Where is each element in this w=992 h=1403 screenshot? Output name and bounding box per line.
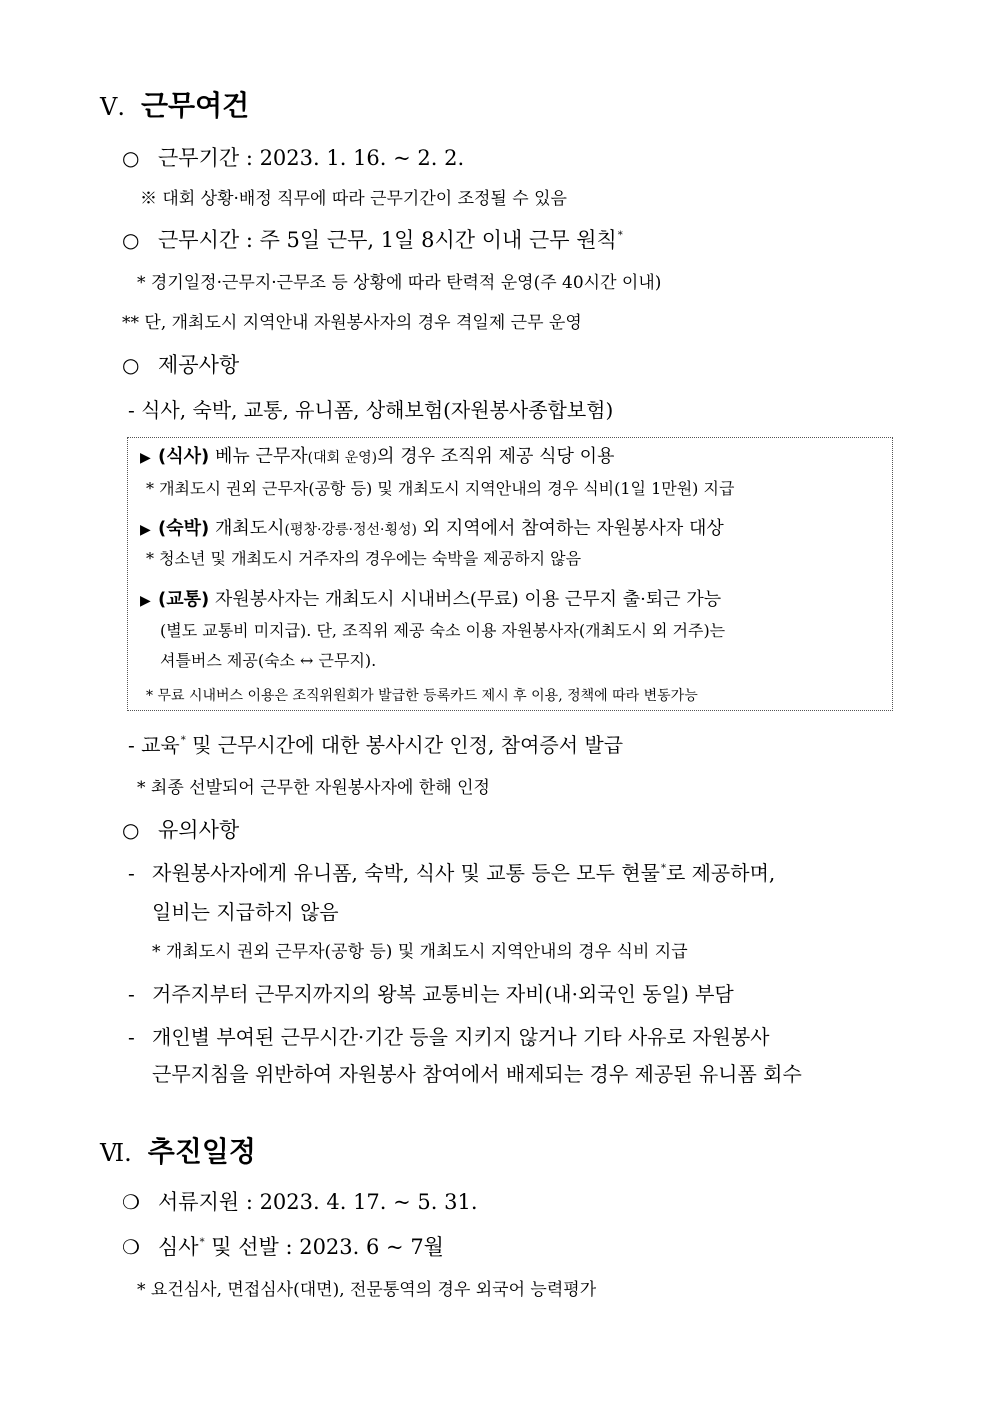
box-trans-line-3: 셔틀버스 제공(숙소 ↔ 근무지).	[160, 651, 377, 670]
triangle-right-icon: ▶	[140, 522, 151, 538]
caution-label: 유의사항	[158, 818, 240, 842]
provided-items: - 식사, 숙박, 교통, 유니폼, 상해보험(자원봉사종합보험)	[128, 398, 614, 422]
lodge-text-rest: 외 지역에서 참여하는 자원봉사자 대상	[416, 518, 724, 539]
lodge-text: 개최도시	[209, 518, 285, 539]
bullet-review	[122, 1237, 444, 1258]
shadowed-circle-bullet-icon: ❍	[122, 1190, 140, 1214]
box-meal-line	[140, 448, 614, 466]
bullet-provided	[122, 355, 239, 376]
section-5-heading	[100, 89, 250, 122]
caution-item-2: - 거주지부터 근무지까지의 왕복 교통비는 자비(내·외국인 동일) 부담	[128, 982, 734, 1006]
section-title: 근무여건	[140, 89, 250, 122]
edu-label: - 교육	[128, 733, 180, 757]
caution-item-1-cont: 일비는 지급하지 않음	[152, 900, 339, 924]
box-trans-line-2: (별도 교통비 미지급). 단, 조직위 제공 숙소 이용 자원봉사자(개최도시 외 거주)는	[160, 621, 726, 640]
caution-item-2-text: 거주지부터 근무지까지의 왕복 교통비는 자비(내·외국인 동일) 부담	[152, 982, 734, 1006]
box-trans-line	[140, 591, 721, 609]
caution-item-3-cont: 근무지침을 위반하여 자원봉사 참여에서 배제되는 경우 제공된 유니폼 회수	[152, 1062, 802, 1086]
box-lodge-line	[140, 520, 724, 538]
bullet-period	[122, 148, 464, 169]
edu-text: 및 근무시간에 대한 봉사시간 인정, 참여증서 발급	[185, 733, 624, 757]
caution-item-1-note: * 개최도시 권외 근무자(공항 등) 및 개최도시 지역안내의 경우 식비 지급	[152, 942, 688, 962]
meal-text-small: (대회 운영)	[307, 450, 378, 466]
triangle-right-icon: ▶	[140, 450, 151, 466]
edu-note: * 최종 선발되어 근무한 자원봉사자에 한해 인정	[137, 778, 490, 798]
caution-item-3: - 개인별 부여된 근무시간·기간 등을 지키지 않거나 기타 사유로 자원봉사	[128, 1025, 770, 1049]
box-meal-note: * 개최도시 권외 근무자(공항 등) 및 개최도시 지역안내의 경우 식비(1일 1만원) 지급	[146, 479, 735, 498]
lodge-heading: (숙박)	[158, 518, 210, 539]
section-number: Ⅴ.	[100, 93, 125, 121]
section-title: 추진일정	[147, 1135, 256, 1168]
apply-label: 서류지원 : 2023. 4. 17. ~ 5. 31.	[158, 1190, 478, 1214]
caution-item-3-text: 개인별 부여된 근무시간·기간 등을 지키지 않거나 기타 사유로 자원봉사	[152, 1025, 770, 1049]
bullet-apply	[122, 1192, 478, 1213]
meal-text-rest: 의 경우 조직위 제공 식당 이용	[377, 446, 615, 467]
bullet-hours	[122, 230, 623, 251]
footnote-star: *	[199, 1237, 205, 1248]
trans-heading: (교통)	[158, 589, 210, 610]
meal-text: 베뉴 근무자	[209, 446, 308, 467]
footnote-star: *	[180, 735, 186, 746]
hours-note-1: * 경기일정·근무지·근무조 등 상황에 따라 탄력적 운영(주 40시간 이내)	[137, 273, 662, 293]
shadowed-circle-bullet-icon: ❍	[122, 1235, 140, 1259]
edu-line	[128, 735, 623, 755]
section-number: Ⅵ.	[100, 1139, 132, 1167]
lodge-text-small: (평창·강릉·정선·횡성)	[284, 522, 417, 538]
hollow-circle-bullet-icon: ○	[122, 228, 140, 252]
triangle-right-icon: ▶	[140, 593, 151, 609]
caution-item-1-text-rest: 로 제공하며,	[665, 861, 776, 885]
trans-text: 자원봉사자는 개최도시 시내버스(무료) 이용 근무지 출·퇴근 가능	[209, 589, 722, 610]
provided-label: 제공사항	[158, 353, 240, 377]
review-text: 및 선발 : 2023. 6 ~ 7월	[204, 1235, 444, 1259]
period-note: ※ 대회 상황·배정 직무에 따라 근무기간이 조정될 수 있음	[140, 189, 567, 209]
caution-item-1: - 자원봉사자에게 유니폼, 숙박, 식사 및 교통 등은 모두 현물*로 제공하며,	[128, 861, 776, 885]
hollow-circle-bullet-icon: ○	[122, 818, 140, 842]
meal-heading: (식사)	[158, 446, 210, 467]
bullet-caution	[122, 820, 239, 841]
period-label: 근무기간 : 2023. 1. 16. ~ 2. 2.	[158, 146, 465, 170]
hollow-circle-bullet-icon: ○	[122, 146, 140, 170]
hollow-circle-bullet-icon: ○	[122, 353, 140, 377]
review-label: 심사	[158, 1235, 199, 1259]
review-note: * 요건심사, 면접심사(대면), 전문통역의 경우 외국어 능력평가	[137, 1280, 597, 1300]
caution-item-1-text: 자원봉사자에게 유니폼, 숙박, 식사 및 교통 등은 모두 현물	[152, 861, 660, 885]
box-lodge-note: * 청소년 및 개최도시 거주자의 경우에는 숙박을 제공하지 않음	[146, 549, 582, 568]
section-6-heading	[100, 1135, 256, 1168]
footnote-star: *	[660, 863, 666, 874]
footnote-star: *	[617, 230, 623, 241]
box-trans-note: * 무료 시내버스 이용은 조직위원회가 발급한 등록카드 제시 후 이용, 정책에 따라 변동가능	[146, 688, 698, 704]
hours-note-2: ** 단, 개최도시 지역안내 자원봉사자의 경우 격일제 근무 운영	[122, 313, 582, 333]
hours-label: 근무시간 : 주 5일 근무, 1일 8시간 이내 근무 원칙	[158, 228, 617, 252]
